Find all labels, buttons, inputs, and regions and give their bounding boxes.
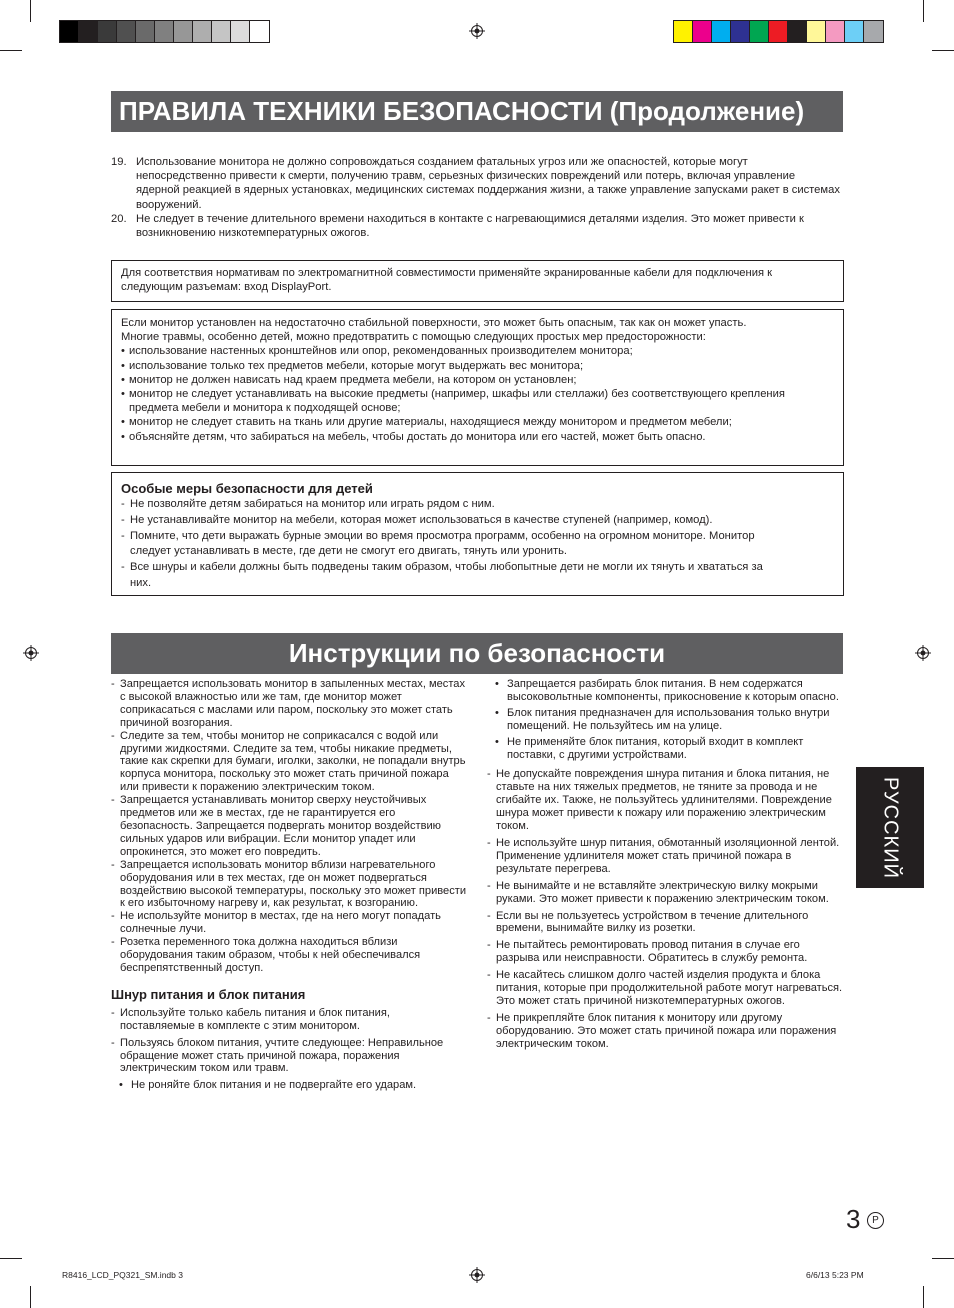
gray-swatch: [136, 21, 155, 42]
left-column: [111, 678, 467, 1095]
list-item: [111, 155, 841, 212]
crop-mark: [923, 0, 924, 22]
list-item: - Розетка переменного тока должна находиться вблизи оборудования таким образом, чтобы к ней обеспечивался беспрепятственный доступ.: [111, 936, 467, 975]
list-item: - Помните, что дети выражать бурные эмоции во время просмотра программ, особенно на огромном мониторе. Монитор следует устанавливать в месте, где дети не смогут его двигать, тянуть или уронить.: [121, 529, 834, 561]
crop-mark: [923, 1286, 924, 1308]
list-item: • использование только тех предметов мебели, которые могут выдержать вес монитора;: [121, 359, 834, 373]
list-item: • монитор не следует ставить на ткань или другие материалы, находящиеся между монитором и предметом мебели;: [121, 415, 834, 429]
gray-swatch: [98, 21, 117, 42]
list-item: - Запрещается устанавливать монитор сверху неустойчивых предметов или же в местах, где не гарантируется его безопасность. Запрещается подвергать монитор воздействию сильных ударов или вибрации. Если монитор упадет или опрокинется, это может его повредить.: [111, 794, 467, 859]
item-number: 20.: [111, 212, 127, 225]
gray-swatch: [60, 21, 79, 42]
color-swatch: [845, 21, 864, 42]
list-item: • использование настенных кронштейнов или опор, рекомендованных производителем монитора;: [121, 344, 834, 358]
color-swatch: [731, 21, 750, 42]
list-item: - Используйте только кабель питания и блок питания, поставляемые в комплекте с этим монитором.: [111, 1007, 467, 1033]
list-item: - Пользуясь блоком питания, учтите следующее: Неправильное обращение может стать причиной пожара, поражения электрическим током или травм.: [111, 1037, 467, 1076]
right-column: [487, 678, 844, 1051]
crop-mark: [30, 1286, 31, 1308]
footer-timestamp: 6/6/13 5:23 PM: [806, 1270, 864, 1280]
list-item: [111, 212, 841, 240]
gray-swatch: [212, 21, 231, 42]
registration-target-icon: [469, 23, 485, 39]
crop-mark: [0, 1258, 22, 1259]
section-heading-safety-instructions: Инструкции по безопасности: [111, 633, 843, 674]
stability-intro: Если монитор установлен на недостаточно стабильной поверхности, это может быть опасным, так как он может упасть. Многие травмы, особенно детей, можно предотвратить с помощью следующих простых мер предосторожности:: [121, 317, 747, 344]
gray-swatch: [117, 21, 136, 42]
emc-notice-text: Для соответствия нормативам по электромагнитной совместимости применяйте экранированные кабели для подключения к следующим разъемам: вход DisplayPort.: [121, 267, 773, 294]
language-tab: [856, 767, 924, 888]
color-swatch: [674, 21, 693, 42]
crop-mark: [30, 0, 31, 22]
list-item: • объясняйте детям, что забираться на мебель, чтобы достать до монитора или его частей, может быть опасно.: [121, 430, 834, 444]
page-number: 3: [846, 1204, 861, 1234]
list-item: • Блок питания предназначен для использования только внутри помещений. Не пользуйтесь им на улице.: [487, 707, 844, 733]
list-item: - Не используйте монитор в местах, где на него могут попадать солнечные лучи.: [111, 910, 467, 936]
gray-swatch: [155, 21, 174, 42]
gray-swatch: [174, 21, 193, 42]
gray-swatch: [79, 21, 98, 42]
color-bar: [673, 20, 884, 43]
gray-swatch: [250, 21, 269, 42]
crop-mark: [0, 50, 22, 51]
list-item: - Не пытайтесь ремонтировать провод питания в случае его разрыва или неисправности. Обратитесь в службу ремонта.: [487, 939, 844, 965]
color-swatch: [693, 21, 712, 42]
list-item: - Запрещается использовать монитор вблизи нагревательного оборудования или в тех местах, где он может подвергаться воздействию высокой температуры, поскольку это может привести к его избыточному нагреву и, как результат, к возгоранию.: [111, 859, 467, 911]
language-tab-label: РУССКИЙ: [879, 776, 902, 879]
item-text: Использование монитора не должно сопровождаться созданием фатальных угроз или же опасностей, которые могут непосредственно привести к смерти, получению травм, серьезных физических повреждений или потерь, включая управление ядерной реакцией в ядерных установках, медицинских системах поддержания жизни, а также управление запусками ракет в системах вооружений.: [136, 156, 840, 211]
gray-scale-bar: [59, 20, 270, 43]
list-item: - Не вынимайте и не вставляйте электрическую вилку мокрыми руками. Это может привести к поражению электрическим током.: [487, 880, 844, 906]
color-swatch: [788, 21, 807, 42]
list-item: • Не применяйте блок питания, который входит в комплект поставки, с другими устройствами.: [487, 736, 844, 762]
color-swatch: [712, 21, 731, 42]
list-item: - Не позволяйте детям забираться на монитор или играть рядом с ним.: [121, 497, 834, 513]
registration-target-icon: [23, 645, 39, 661]
list-item: • монитор не должен нависать над краем предмета мебели, на котором он установлен;: [121, 373, 834, 387]
list-item: • монитор не следует устанавливать на высокие предметы (например, шкафы или стеллажи) без соответствующего крепления предмета мебели и монитора к подходящей основе;: [121, 387, 834, 415]
item-number: 19.: [111, 156, 127, 168]
color-swatch: [769, 21, 788, 42]
list-item: - Не используйте шнур питания, обмотанный изоляционной лентой. Применение удлинителя может стать причиной пожара в результате перегрева.: [487, 837, 844, 876]
list-item: • Запрещается разбирать блок питания. В нем содержатся высоковольтные компоненты, прикосновение к которым опасно.: [487, 678, 844, 704]
list-item: - Запрещается использовать монитор в запыленных местах, местах с высокой влажностью или же там, где монитор может соприкасаться с маслами или паром, поскольку это может стать причиной возгорания.: [111, 678, 467, 730]
item-text: Не следует в течение длительного времени находиться в контакте с нагревающимися деталями изделия. Это может привести к возникновению низкотемпературных ожогов.: [136, 212, 804, 240]
list-item: - Не касайтесь слишком долго частей изделия продукта и блока питания, которые при продолжительной работе могут нагреваться. Это может стать причиной низкотемпературных ожогов.: [487, 969, 844, 1008]
list-item: - Следите за тем, чтобы монитор не соприкасался с водой или другими жидкостями. Следите за тем, чтобы никакие предметы, такие как скрепки для бумаги, иголки, заколки, не попадали внутрь корпуса монитора, поскольку это может стать причиной пожара или привести к поражению электрическим током.: [111, 730, 467, 795]
crop-mark: [932, 50, 954, 51]
list-item: • Не роняйте блок питания и не подвергайте его ударам.: [111, 1079, 467, 1092]
color-swatch: [807, 21, 826, 42]
gray-swatch: [193, 21, 212, 42]
color-swatch: [826, 21, 845, 42]
color-swatch: [864, 21, 883, 42]
list-item: - Не устанавливайте монитор на мебели, которая может использоваться в качестве ступеней (например, комод).: [121, 513, 834, 529]
list-item: - Если вы не пользуетесь устройством в течение длительного времени, вынимайте вилку из розетки.: [487, 910, 844, 936]
registration-target-icon: [915, 645, 931, 661]
crop-mark: [932, 1258, 954, 1259]
registration-target-icon: [469, 1267, 485, 1283]
stability-warning-box: [111, 309, 844, 466]
footer-file-name: R8416_LCD_PQ321_SM.indb 3: [62, 1270, 183, 1280]
list-item: - Все шнуры и кабели должны быть подведены таким образом, чтобы любопытные дети не могли их тянуть и хвататься за них.: [121, 560, 834, 592]
section-heading-safety-continued: ПРАВИЛА ТЕХНИКИ БЕЗОПАСНОСТИ (Продолжение): [111, 91, 843, 132]
child-safety-title: Особые меры безопасности для детей: [121, 481, 373, 496]
child-safety-box: [111, 472, 844, 596]
power-section-title: Шнур питания и блок питания: [111, 986, 306, 1002]
list-item: - Не допускайте повреждения шнура питания и блока питания, не ставьте на них тяжелых предметов, не тяните за провода и не сгибайте их. Также, не пользуйтесь удлинителями. Повреждение шнура может привести к пожару или поражению электрическим током.: [487, 768, 844, 833]
color-swatch: [750, 21, 769, 42]
gray-swatch: [231, 21, 250, 42]
numbered-list: [111, 155, 841, 240]
emc-notice-box: [111, 260, 844, 302]
list-item: - Не прикрепляйте блок питания к монитору или другому оборудованию. Это может стать причиной пожара или поражения электрическим током.: [487, 1012, 844, 1051]
language-mark: P: [867, 1212, 884, 1229]
